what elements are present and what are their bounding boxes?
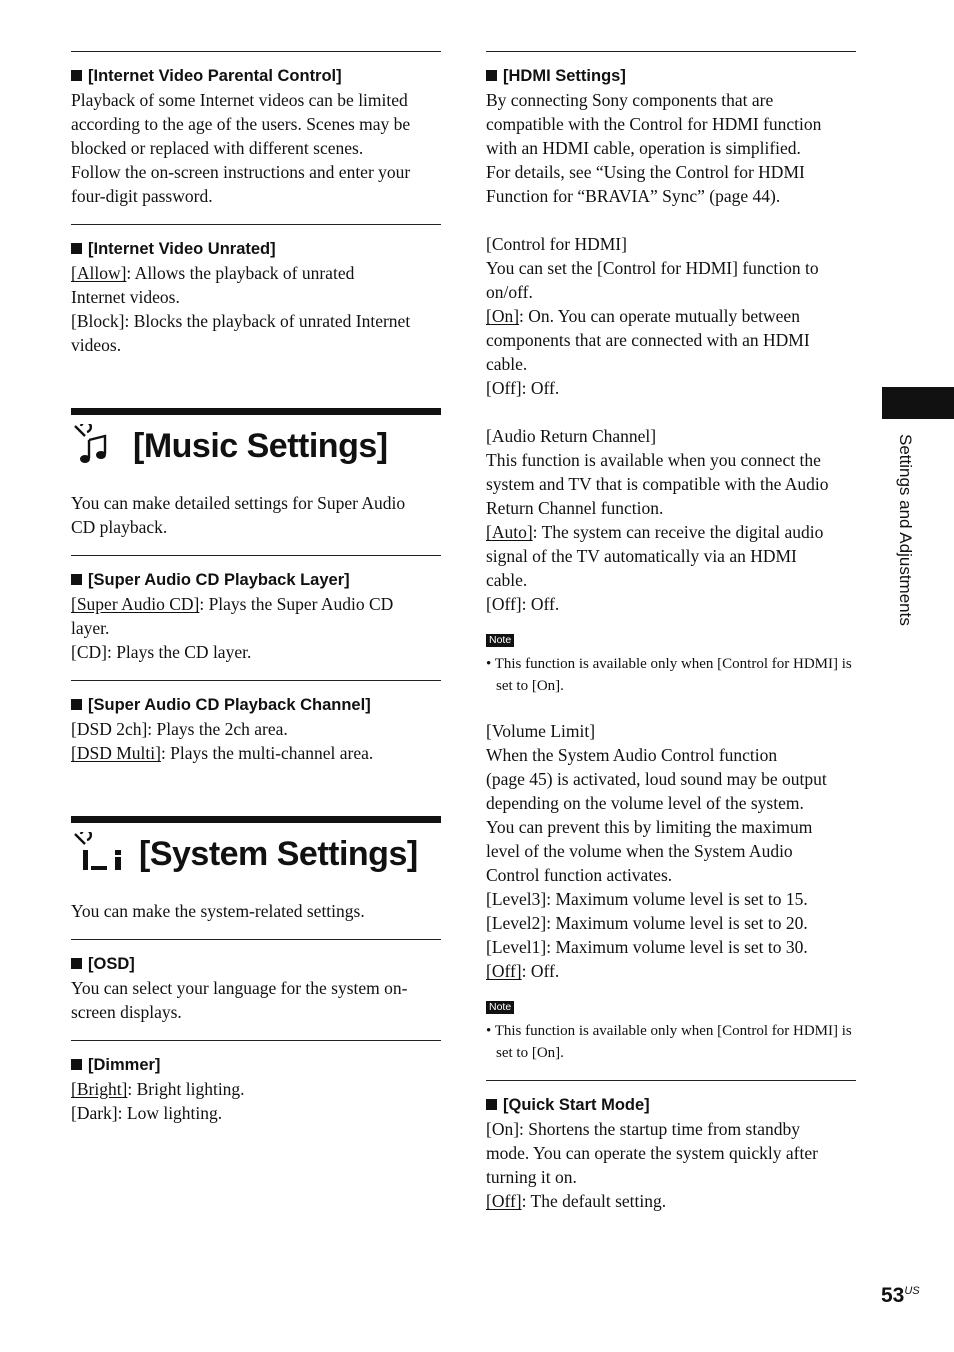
text-line: with an HDMI cable, operation is simplified.	[486, 138, 801, 158]
text-line: CD playback.	[71, 517, 168, 537]
right-column	[486, 51, 856, 1213]
text-line: videos.	[71, 335, 122, 355]
text-line: cable.	[486, 354, 528, 374]
default-option: [Auto]	[486, 522, 533, 542]
note-badge: Note	[486, 634, 514, 647]
default-option: [Off]	[486, 1191, 522, 1211]
option-line: [Allow]: Allows the playback of unrated	[71, 263, 355, 283]
text-line: Playback of some Internet videos can be limited	[71, 90, 408, 110]
text-line: four-digit password.	[71, 186, 213, 206]
option-line: [DSD Multi]: Plays the multi-channel area.	[71, 743, 374, 763]
text-line: on/off.	[486, 282, 533, 302]
option-line: [On]: On. You can operate mutually between	[486, 306, 800, 326]
text-line: You can prevent this by limiting the maximum	[486, 817, 813, 837]
default-option: [DSD Multi]	[71, 743, 161, 763]
section-title: [Quick Start Mode]	[486, 1093, 856, 1117]
left-column	[71, 51, 441, 1125]
text-line: [On]: Shortens the startup time from standby	[486, 1119, 800, 1139]
square-bullet-icon	[71, 574, 82, 585]
text-line: components that are connected with an HDMI	[486, 330, 810, 350]
default-option: [Off]	[486, 961, 522, 981]
text-line: screen displays.	[71, 1002, 182, 1022]
system-intro	[71, 899, 441, 923]
text-line: layer.	[71, 618, 110, 638]
text-line: You can make detailed settings for Super Audio	[71, 493, 406, 513]
music-intro	[71, 491, 441, 539]
option-line: [Super Audio CD]: Plays the Super Audio CD	[71, 594, 394, 614]
text-line: cable.	[486, 570, 528, 590]
section-quick-start-mode	[486, 1080, 856, 1213]
text-line: mode. You can operate the system quickly after	[486, 1143, 818, 1163]
section-title: [Super Audio CD Playback Layer]	[71, 568, 441, 592]
page-number-suffix: US	[904, 1285, 920, 1297]
text-line: When the System Audio Control function	[486, 745, 778, 765]
square-bullet-icon	[71, 1059, 82, 1070]
text-line: (page 45) is activated, loud sound may be output	[486, 769, 827, 789]
music-settings-header	[71, 408, 441, 471]
subsetting-label: [Volume Limit]	[486, 721, 596, 741]
text-line: [Dark]: Low lighting.	[71, 1103, 223, 1123]
side-tab-marker	[882, 387, 954, 419]
option-line: [Off]: Off.	[486, 961, 560, 981]
text-line: level of the volume when the System Audio	[486, 841, 793, 861]
text-line: compatible with the Control for HDMI function	[486, 114, 822, 134]
section-osd	[71, 939, 441, 1024]
section-title: [Internet Video Parental Control]	[71, 64, 441, 88]
subsetting-label: [Control for HDMI]	[486, 234, 627, 254]
section-hdmi-settings	[486, 51, 856, 1064]
text-line: Internet videos.	[71, 287, 180, 307]
text-line: [Level3]: Maximum volume level is set to 15.	[486, 889, 808, 909]
volume-limit-block	[486, 719, 856, 983]
default-option: [Bright]	[71, 1079, 128, 1099]
section-title: [OSD]	[71, 952, 441, 976]
option-line: [Off]: The default setting.	[486, 1191, 667, 1211]
text-line: You can set the [Control for HDMI] function to	[486, 258, 819, 278]
section-title: [HDMI Settings]	[486, 64, 856, 88]
system-settings-icon	[71, 832, 131, 876]
text-line: [DSD 2ch]: Plays the 2ch area.	[71, 719, 288, 739]
section-internet-video-parental-control	[71, 51, 441, 208]
text-line: Function for “BRAVIA” Sync” (page 44).	[486, 186, 781, 206]
text-line: Return Channel function.	[486, 498, 664, 518]
text-line: Follow the on-screen instructions and enter your	[71, 162, 411, 182]
text-line: signal of the TV automatically via an HDMI	[486, 546, 797, 566]
option-line: [Auto]: The system can receive the digital audio	[486, 522, 824, 542]
square-bullet-icon	[71, 958, 82, 969]
text-line: This function is available when you connect the	[486, 450, 821, 470]
text-line: Control function activates.	[486, 865, 673, 885]
text-line: You can select your language for the system on-	[71, 978, 408, 998]
text-line: according to the age of the users. Scenes may be	[71, 114, 411, 134]
text-line: You can make the system-related settings.	[71, 901, 365, 921]
section-title: [Super Audio CD Playback Channel]	[71, 693, 441, 717]
section-title: [Internet Video Unrated]	[71, 237, 441, 261]
note-block	[486, 616, 856, 697]
text-line: [Off]: Off.	[486, 594, 560, 614]
square-bullet-icon	[71, 243, 82, 254]
section-super-audio-cd-playback-channel	[71, 680, 441, 765]
square-bullet-icon	[71, 70, 82, 81]
default-option: [On]	[486, 306, 520, 326]
text-line: turning it on.	[486, 1167, 577, 1187]
note-text: • This function is available only when [Control for HDMI] is set to [On].	[486, 1023, 852, 1061]
text-line: By connecting Sony components that are	[486, 90, 774, 110]
section-internet-video-unrated	[71, 224, 441, 357]
page-title: [System Settings]	[139, 835, 418, 873]
default-option: [Super Audio CD]	[71, 594, 200, 614]
side-tab-label: Settings and Adjustments	[896, 434, 915, 626]
section-title: [Dimmer]	[71, 1053, 441, 1077]
audio-return-channel-block	[486, 424, 856, 616]
note-block	[486, 983, 856, 1064]
square-bullet-icon	[486, 1099, 497, 1110]
option-line: [Bright]: Bright lighting.	[71, 1079, 245, 1099]
square-bullet-icon	[486, 70, 497, 81]
note-badge: Note	[486, 1001, 514, 1014]
default-option: [Allow]	[71, 263, 127, 283]
text-line: [Off]: Off.	[486, 378, 560, 398]
text-line: [Level2]: Maximum volume level is set to 20.	[486, 913, 808, 933]
section-dimmer	[71, 1040, 441, 1125]
note-text: • This function is available only when [Control for HDMI] is set to [On].	[486, 656, 852, 694]
page-number: $53^{US}$	[881, 1284, 920, 1307]
page-title: [Music Settings]	[133, 427, 388, 465]
text-line: blocked or replaced with different scenes.	[71, 138, 364, 158]
control-for-hdmi-block	[486, 232, 856, 400]
text-line: [Block]: Blocks the playback of unrated Internet	[71, 311, 411, 331]
text-line: [CD]: Plays the CD layer.	[71, 642, 252, 662]
text-line: [Level1]: Maximum volume level is set to 30.	[486, 937, 808, 957]
text-line: depending on the volume level of the system.	[486, 793, 804, 813]
text-line: system and TV that is compatible with the Audio	[486, 474, 829, 494]
subsetting-label: [Audio Return Channel]	[486, 426, 657, 446]
text-line: For details, see “Using the Control for HDMI	[486, 162, 805, 182]
system-settings-header	[71, 816, 441, 879]
section-super-audio-cd-playback-layer	[71, 555, 441, 664]
square-bullet-icon	[71, 699, 82, 710]
music-settings-icon	[71, 424, 119, 468]
